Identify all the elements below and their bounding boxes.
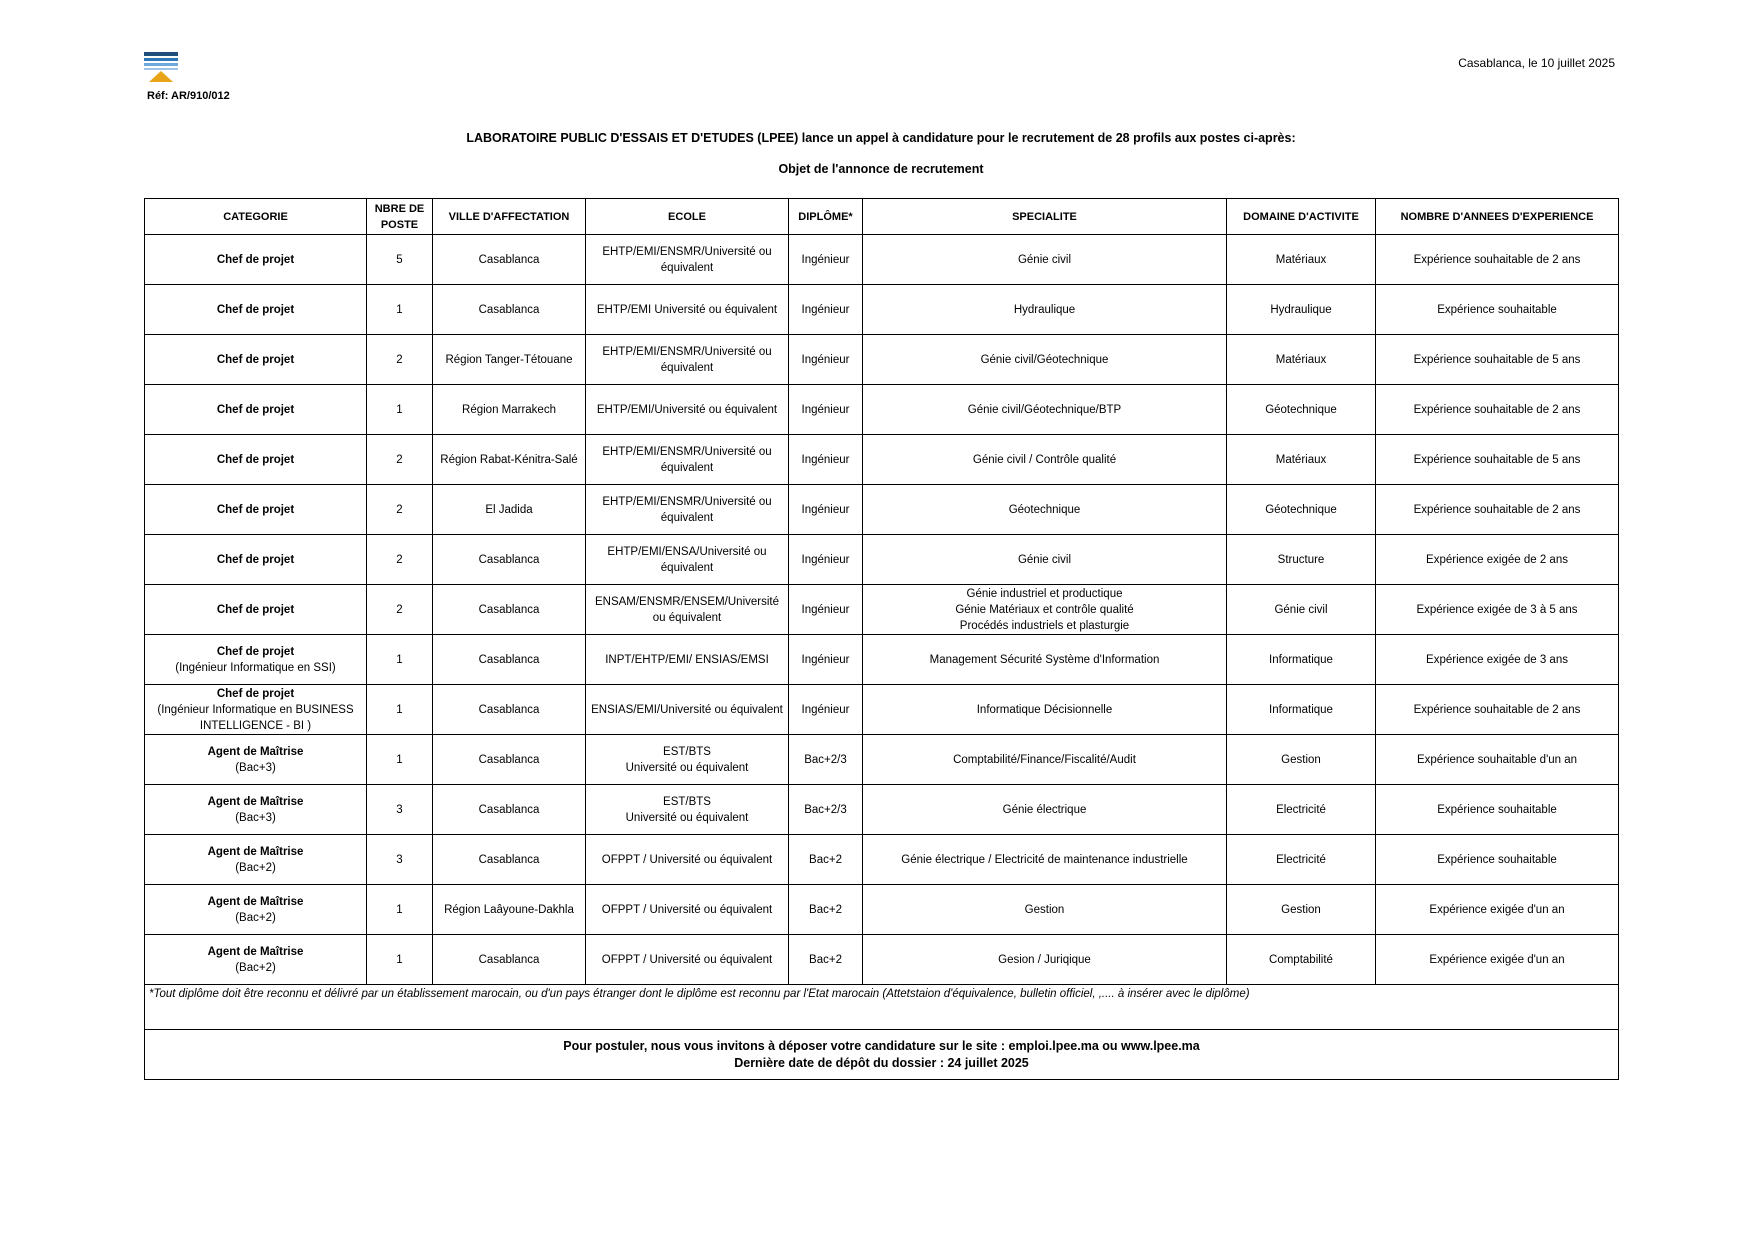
cell-diplome: Ingénieur	[789, 385, 863, 435]
cell-categorie	[145, 585, 367, 635]
ecole-line: EST/BTS	[663, 745, 711, 758]
specialite-line: Génie civil/Géotechnique/BTP	[967, 403, 1122, 416]
specialite-line: Hydraulique	[1013, 303, 1076, 316]
table-row	[145, 735, 1619, 785]
cell-domaine: Matériaux	[1227, 235, 1376, 285]
ecole-line: ENSAM/ENSMR/ENSEM/Université	[594, 595, 780, 608]
table-row	[145, 485, 1619, 535]
cell-domaine: Structure	[1227, 535, 1376, 585]
category-name: Chef de projet	[216, 553, 295, 566]
cell-ecole	[586, 935, 789, 985]
cell-nbre-poste: 1	[367, 385, 433, 435]
cell-ville: Région Rabat-Kénitra-Salé	[433, 435, 586, 485]
ecole-line: EST/BTS	[663, 795, 711, 808]
cell-specialite	[863, 835, 1227, 885]
table-row	[145, 285, 1619, 335]
cell-diplome: Bac+2	[789, 885, 863, 935]
category-name: Chef de projet	[216, 303, 295, 316]
table-row	[145, 335, 1619, 385]
cell-experience: Expérience souhaitable de 2 ans	[1376, 385, 1619, 435]
specialite-line: Gestion	[1024, 903, 1065, 916]
cell-nbre-poste: 1	[367, 685, 433, 735]
ecole-line: EHTP/EMI Université ou équivalent	[596, 303, 778, 316]
cell-nbre-poste: 3	[367, 785, 433, 835]
specialite-line: Génie Matériaux et contrôle qualité	[955, 603, 1134, 616]
ecole-line: Université ou équivalent	[625, 761, 749, 774]
cell-diplome: Bac+2/3	[789, 785, 863, 835]
cell-diplome: Bac+2/3	[789, 735, 863, 785]
header-domaine: DOMAINE D'ACTIVITE	[1227, 199, 1376, 235]
cell-categorie	[145, 535, 367, 585]
category-name: Chef de projet	[216, 503, 295, 516]
announcement-intro: LABORATOIRE PUBLIC D'ESSAIS ET D'ETUDES (LPEE) lance un appel à candidature pour le recrutement de 28 profils aux postes ci-après:	[466, 131, 1296, 145]
ecole-line: EHTP/EMI/ENSMR/Université ou	[602, 445, 772, 458]
header-specialite: SPECIALITE	[863, 199, 1227, 235]
category-detail: (Bac+2)	[235, 961, 276, 974]
cell-diplome: Ingénieur	[789, 535, 863, 585]
ecole-line: INPT/EHTP/EMI/ ENSIAS/EMSI	[605, 653, 769, 666]
cell-ecole	[586, 485, 789, 535]
cell-domaine: Gestion	[1227, 885, 1376, 935]
cell-categorie	[145, 385, 367, 435]
apply-row	[145, 1030, 1619, 1080]
cell-nbre-poste: 2	[367, 435, 433, 485]
specialite-line: Génie industriel et productique	[966, 587, 1123, 600]
table-row	[145, 535, 1619, 585]
category-name: Agent de Maîtrise	[207, 745, 304, 758]
cell-experience: Expérience souhaitable de 2 ans	[1376, 685, 1619, 735]
announcement-subject: Objet de l'annonce de recrutement	[778, 162, 984, 176]
cell-specialite	[863, 385, 1227, 435]
cell-nbre-poste: 3	[367, 835, 433, 885]
cell-nbre-poste: 2	[367, 485, 433, 535]
cell-experience: Expérience exigée de 3 ans	[1376, 635, 1619, 685]
cell-categorie	[145, 785, 367, 835]
ecole-line: EHTP/EMI/ENSA/Université ou	[607, 545, 767, 558]
cell-ville: Casablanca	[433, 835, 586, 885]
cell-specialite	[863, 335, 1227, 385]
cell-categorie	[145, 435, 367, 485]
table-row	[145, 835, 1619, 885]
document-date: Casablanca, le 10 juillet 2025	[1458, 56, 1615, 70]
cell-diplome: Ingénieur	[789, 685, 863, 735]
cell-ville: Région Tanger-Tétouane	[433, 335, 586, 385]
cell-categorie	[145, 335, 367, 385]
cell-specialite	[863, 585, 1227, 635]
table-header-row	[145, 199, 1619, 235]
ecole-line: EHTP/EMI/Université ou équivalent	[596, 403, 778, 416]
table-row	[145, 635, 1619, 685]
ecole-line: équivalent	[660, 261, 714, 274]
cell-nbre-poste: 2	[367, 535, 433, 585]
footnote-row	[145, 985, 1619, 1030]
header-ville: VILLE D'AFFECTATION	[433, 199, 586, 235]
cell-specialite	[863, 285, 1227, 335]
table-row	[145, 435, 1619, 485]
cell-categorie	[145, 735, 367, 785]
cell-domaine: Hydraulique	[1227, 285, 1376, 335]
header-experience: NOMBRE D'ANNEES D'EXPERIENCE	[1376, 199, 1619, 235]
cell-experience: Expérience exigée d'un an	[1376, 885, 1619, 935]
ecole-line: équivalent	[660, 561, 714, 574]
cell-ecole	[586, 435, 789, 485]
cell-nbre-poste: 2	[367, 585, 433, 635]
cell-diplome: Ingénieur	[789, 335, 863, 385]
cell-diplome: Ingénieur	[789, 585, 863, 635]
apply-line: Pour postuler, nous vous invitons à déposer votre candidature sur le site : emploi.lpee.ma ou www.lpee.ma	[563, 1038, 1200, 1053]
table-row	[145, 385, 1619, 435]
cell-categorie	[145, 685, 367, 735]
cell-ville: Région Marrakech	[433, 385, 586, 435]
cell-categorie	[145, 885, 367, 935]
cell-diplome: Ingénieur	[789, 435, 863, 485]
category-name: Agent de Maîtrise	[207, 945, 304, 958]
cell-experience: Expérience exigée d'un an	[1376, 935, 1619, 985]
cell-domaine: Electricité	[1227, 785, 1376, 835]
ecole-line: équivalent	[660, 511, 714, 524]
cell-ecole	[586, 785, 789, 835]
category-detail: (Bac+3)	[235, 761, 276, 774]
header-nbre-poste: NBRE DE POSTE	[367, 199, 433, 235]
specialite-line: Gesion / Juriqique	[998, 953, 1091, 966]
reference-number: Réf: AR/910/012	[147, 90, 230, 102]
specialite-line: Génie civil	[1017, 253, 1072, 266]
table-body	[145, 235, 1619, 985]
table-row	[145, 785, 1619, 835]
lpee-logo	[144, 52, 178, 82]
cell-experience: Expérience exigée de 3 à 5 ans	[1376, 585, 1619, 635]
cell-ville: Région Laâyoune-Dakhla	[433, 885, 586, 935]
cell-categorie	[145, 635, 367, 685]
cell-specialite	[863, 685, 1227, 735]
cell-domaine: Géotechnique	[1227, 385, 1376, 435]
category-name: Chef de projet	[216, 403, 295, 416]
cell-categorie	[145, 285, 367, 335]
cell-experience: Expérience souhaitable de 5 ans	[1376, 335, 1619, 385]
header-diplome: DIPLÔME*	[789, 199, 863, 235]
diploma-footnote: *Tout diplôme doit être reconnu et délivré par un établissement marocain, ou d'un pays étranger dont le diplôme est reconnu par l'Etat marocain (Attetstaion d'équivalence, bulletin officiel, ,.... à insérer avec le diplôme)	[145, 985, 1619, 1030]
specialite-line: Informatique Décisionnelle	[976, 703, 1113, 716]
ecole-line: EHTP/EMI/ENSMR/Université ou	[602, 495, 772, 508]
cell-specialite	[863, 635, 1227, 685]
cell-ecole	[586, 585, 789, 635]
cell-experience: Expérience souhaitable de 5 ans	[1376, 435, 1619, 485]
cell-experience: Expérience souhaitable de 2 ans	[1376, 235, 1619, 285]
header-ecole: ECOLE	[586, 199, 789, 235]
cell-nbre-poste: 1	[367, 885, 433, 935]
cell-experience: Expérience souhaitable	[1376, 285, 1619, 335]
cell-experience: Expérience souhaitable	[1376, 785, 1619, 835]
cell-specialite	[863, 785, 1227, 835]
cell-diplome: Bac+2	[789, 935, 863, 985]
cell-ville: Casablanca	[433, 735, 586, 785]
category-name: Agent de Maîtrise	[207, 895, 304, 908]
specialite-line: Management Sécurité Système d'Information	[929, 653, 1160, 666]
ecole-line: ENSIAS/EMI/Université ou équivalent	[591, 703, 783, 716]
cell-ecole	[586, 535, 789, 585]
cell-ville: Casablanca	[433, 635, 586, 685]
cell-categorie	[145, 935, 367, 985]
cell-diplome: Ingénieur	[789, 285, 863, 335]
cell-nbre-poste: 1	[367, 635, 433, 685]
cell-specialite	[863, 735, 1227, 785]
specialite-line: Génie civil	[1017, 553, 1072, 566]
category-name: Chef de projet	[216, 603, 295, 616]
cell-domaine: Matériaux	[1227, 335, 1376, 385]
cell-diplome: Bac+2	[789, 835, 863, 885]
cell-ecole	[586, 635, 789, 685]
table-row	[145, 685, 1619, 735]
cell-nbre-poste: 1	[367, 735, 433, 785]
cell-domaine: Génie civil	[1227, 585, 1376, 635]
recruitment-table	[144, 198, 1619, 1080]
cell-ville: El Jadida	[433, 485, 586, 535]
ecole-line: EHTP/EMI/ENSMR/Université ou	[602, 345, 772, 358]
category-detail: (Ingénieur Informatique en SSI)	[175, 661, 336, 674]
cell-ecole	[586, 385, 789, 435]
cell-ecole	[586, 235, 789, 285]
cell-experience: Expérience exigée de 2 ans	[1376, 535, 1619, 585]
specialite-line: Comptabilité/Finance/Fiscalité/Audit	[953, 753, 1136, 766]
specialite-line: Procédés industriels et plasturgie	[959, 619, 1130, 632]
cell-ecole	[586, 685, 789, 735]
ecole-line: Université ou équivalent	[625, 811, 749, 824]
cell-specialite	[863, 535, 1227, 585]
cell-domaine: Comptabilité	[1227, 935, 1376, 985]
ecole-line: ou équivalent	[652, 611, 722, 624]
cell-specialite	[863, 885, 1227, 935]
cell-domaine: Matériaux	[1227, 435, 1376, 485]
apply-instructions	[145, 1030, 1619, 1080]
category-detail: (Ingénieur Informatique en BUSINESS INTELLIGENCE - BI )	[157, 703, 354, 732]
specialite-line: Géotechnique	[1008, 503, 1081, 516]
cell-domaine: Electricité	[1227, 835, 1376, 885]
specialite-line: Génie civil/Géotechnique	[980, 353, 1109, 366]
cell-experience: Expérience souhaitable de 2 ans	[1376, 485, 1619, 535]
cell-ville: Casablanca	[433, 285, 586, 335]
cell-ville: Casablanca	[433, 685, 586, 735]
table-row	[145, 935, 1619, 985]
cell-diplome: Ingénieur	[789, 635, 863, 685]
specialite-line: Génie électrique / Electricité de maintenance industrielle	[901, 853, 1188, 866]
cell-categorie	[145, 235, 367, 285]
cell-ville: Casablanca	[433, 235, 586, 285]
cell-domaine: Gestion	[1227, 735, 1376, 785]
category-detail: (Bac+2)	[235, 861, 276, 874]
cell-domaine: Géotechnique	[1227, 485, 1376, 535]
cell-ecole	[586, 735, 789, 785]
category-name: Chef de projet	[216, 353, 295, 366]
ecole-line: équivalent	[660, 461, 714, 474]
specialite-line: Génie civil / Contrôle qualité	[972, 453, 1117, 466]
cell-experience: Expérience souhaitable d'un an	[1376, 735, 1619, 785]
cell-specialite	[863, 435, 1227, 485]
ecole-line: OFPPT / Université ou équivalent	[601, 953, 773, 966]
cell-specialite	[863, 485, 1227, 535]
category-name: Chef de projet	[216, 645, 295, 658]
ecole-line: EHTP/EMI/ENSMR/Université ou	[602, 245, 772, 258]
specialite-line: Génie électrique	[1002, 803, 1087, 816]
header-categorie: CATEGORIE	[145, 199, 367, 235]
cell-nbre-poste: 2	[367, 335, 433, 385]
cell-nbre-poste: 1	[367, 285, 433, 335]
cell-nbre-poste: 5	[367, 235, 433, 285]
category-detail: (Bac+3)	[235, 811, 276, 824]
category-name: Agent de Maîtrise	[207, 795, 304, 808]
cell-domaine: Informatique	[1227, 635, 1376, 685]
cell-specialite	[863, 935, 1227, 985]
ecole-line: équivalent	[660, 361, 714, 374]
deadline-line: Dernière date de dépôt du dossier : 24 juillet 2025	[734, 1055, 1029, 1070]
category-name: Chef de projet	[216, 687, 295, 700]
cell-ecole	[586, 835, 789, 885]
cell-ville: Casablanca	[433, 585, 586, 635]
table-row	[145, 585, 1619, 635]
ecole-line: OFPPT / Université ou équivalent	[601, 903, 773, 916]
cell-ecole	[586, 885, 789, 935]
cell-ville: Casablanca	[433, 535, 586, 585]
category-detail: (Bac+2)	[235, 911, 276, 924]
cell-domaine: Informatique	[1227, 685, 1376, 735]
cell-ville: Casablanca	[433, 785, 586, 835]
cell-ecole	[586, 285, 789, 335]
cell-ville: Casablanca	[433, 935, 586, 985]
cell-categorie	[145, 835, 367, 885]
category-name: Agent de Maîtrise	[207, 845, 304, 858]
category-name: Chef de projet	[216, 453, 295, 466]
cell-diplome: Ingénieur	[789, 235, 863, 285]
ecole-line: OFPPT / Université ou équivalent	[601, 853, 773, 866]
cell-experience: Expérience souhaitable	[1376, 835, 1619, 885]
cell-ecole	[586, 335, 789, 385]
table-row	[145, 235, 1619, 285]
table-row	[145, 885, 1619, 935]
cell-diplome: Ingénieur	[789, 485, 863, 535]
cell-specialite	[863, 235, 1227, 285]
category-name: Chef de projet	[216, 253, 295, 266]
cell-nbre-poste: 1	[367, 935, 433, 985]
cell-categorie	[145, 485, 367, 535]
